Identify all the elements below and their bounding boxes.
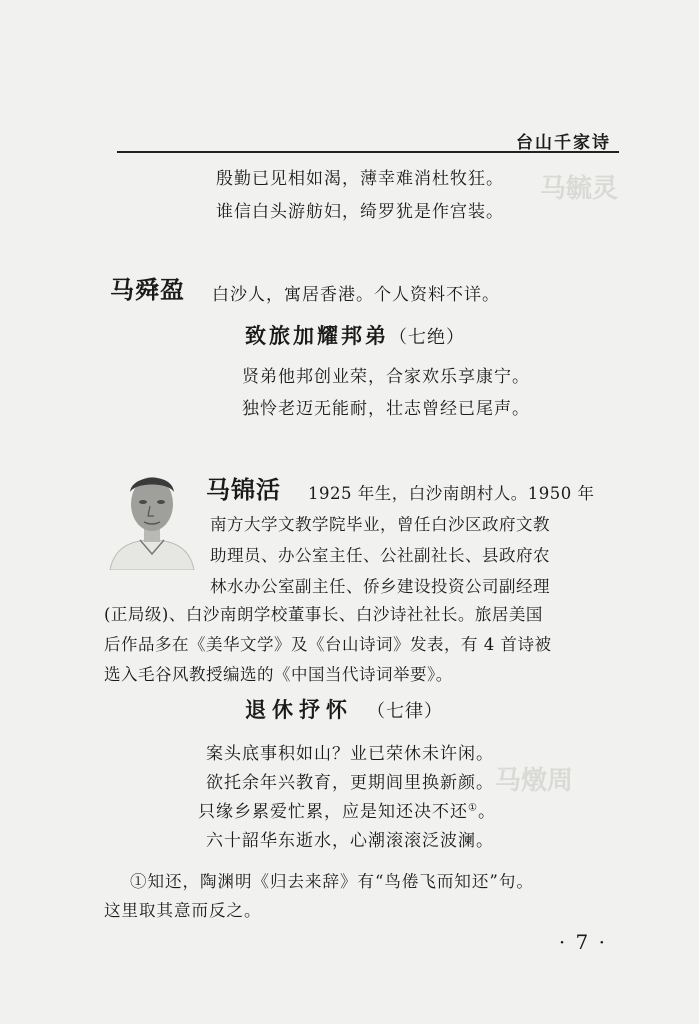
footnote-line: 这里取其意而反之。: [104, 901, 262, 920]
author-bio-line: 1925 年生，白沙南朗村人。1950 年: [308, 484, 595, 503]
author-bio-line: 选入毛谷风教授编选的《中国当代诗词举要》。: [104, 665, 453, 684]
poem-line: 六十韶华东逝水，心潮滚滚泛波澜。: [206, 831, 494, 851]
author-bio-line: 林水办公室副主任、侨乡建设投资公司副经理: [210, 577, 550, 596]
author-name: 马锦活: [206, 476, 281, 504]
poem-line: 只缘乡累爱忙累，应是知还决不还①。: [198, 802, 496, 822]
poem-form: （七律）: [367, 701, 443, 722]
footnote-marker: ①: [468, 802, 478, 814]
header-rule: [117, 151, 619, 153]
author-photo: [106, 462, 198, 570]
running-header: 台山千家诗: [516, 133, 611, 153]
poem-line: 殷勤已见相如渴，薄幸难消杜牧狂。: [216, 169, 504, 189]
footnote-line: ①知还，陶渊明《归去来辞》有“鸟倦飞而知还”句。: [130, 872, 534, 891]
poem-line: 欲托余年兴教育，更期闾里换新颜。: [206, 773, 494, 793]
poem-title-text: 致旅加耀邦弟: [245, 324, 389, 348]
author-bio: 白沙人，寓居香港。个人资料不详。: [212, 285, 500, 305]
author-bio-line: 助理员、办公室主任、公社副社长、县政府农: [210, 546, 550, 565]
poem-line-text: 只缘乡累爱忙累，应是知还决不还: [198, 802, 468, 822]
portrait-illustration: [106, 462, 198, 570]
author-name: 马舜盈: [110, 276, 185, 304]
author-bio-line: (正局级)、白沙南朗学校董事长、白沙诗社社长。旅居美国: [104, 605, 543, 624]
poem-line: 独怜老迈无能耐，壮志曾经已尾声。: [242, 399, 530, 419]
poem-line: 案头底事积如山？业已荣休未许闲。: [206, 744, 494, 764]
bleed-through-mark: 马燉周: [495, 766, 574, 796]
poem-line: 贤弟他邦创业荣，合家欢乐享康宁。: [242, 367, 530, 387]
bleed-through-mark: 马毓灵: [540, 174, 619, 204]
poem-title: [245, 320, 465, 350]
author-bio-line: 南方大学文教学院毕业，曾任白沙区政府文教: [210, 515, 550, 534]
poem-line: 谁信白头游舫妇，绮罗犹是作宫装。: [216, 202, 504, 222]
poem-title-text: 退休抒怀: [245, 698, 353, 722]
page-number: · 7 ·: [558, 930, 607, 954]
author-bio-line: 后作品多在《美华文学》及《台山诗词》发表，有 4 首诗被: [104, 635, 552, 654]
poem-form: （七绝）: [389, 327, 465, 348]
poem-title: [245, 694, 443, 724]
